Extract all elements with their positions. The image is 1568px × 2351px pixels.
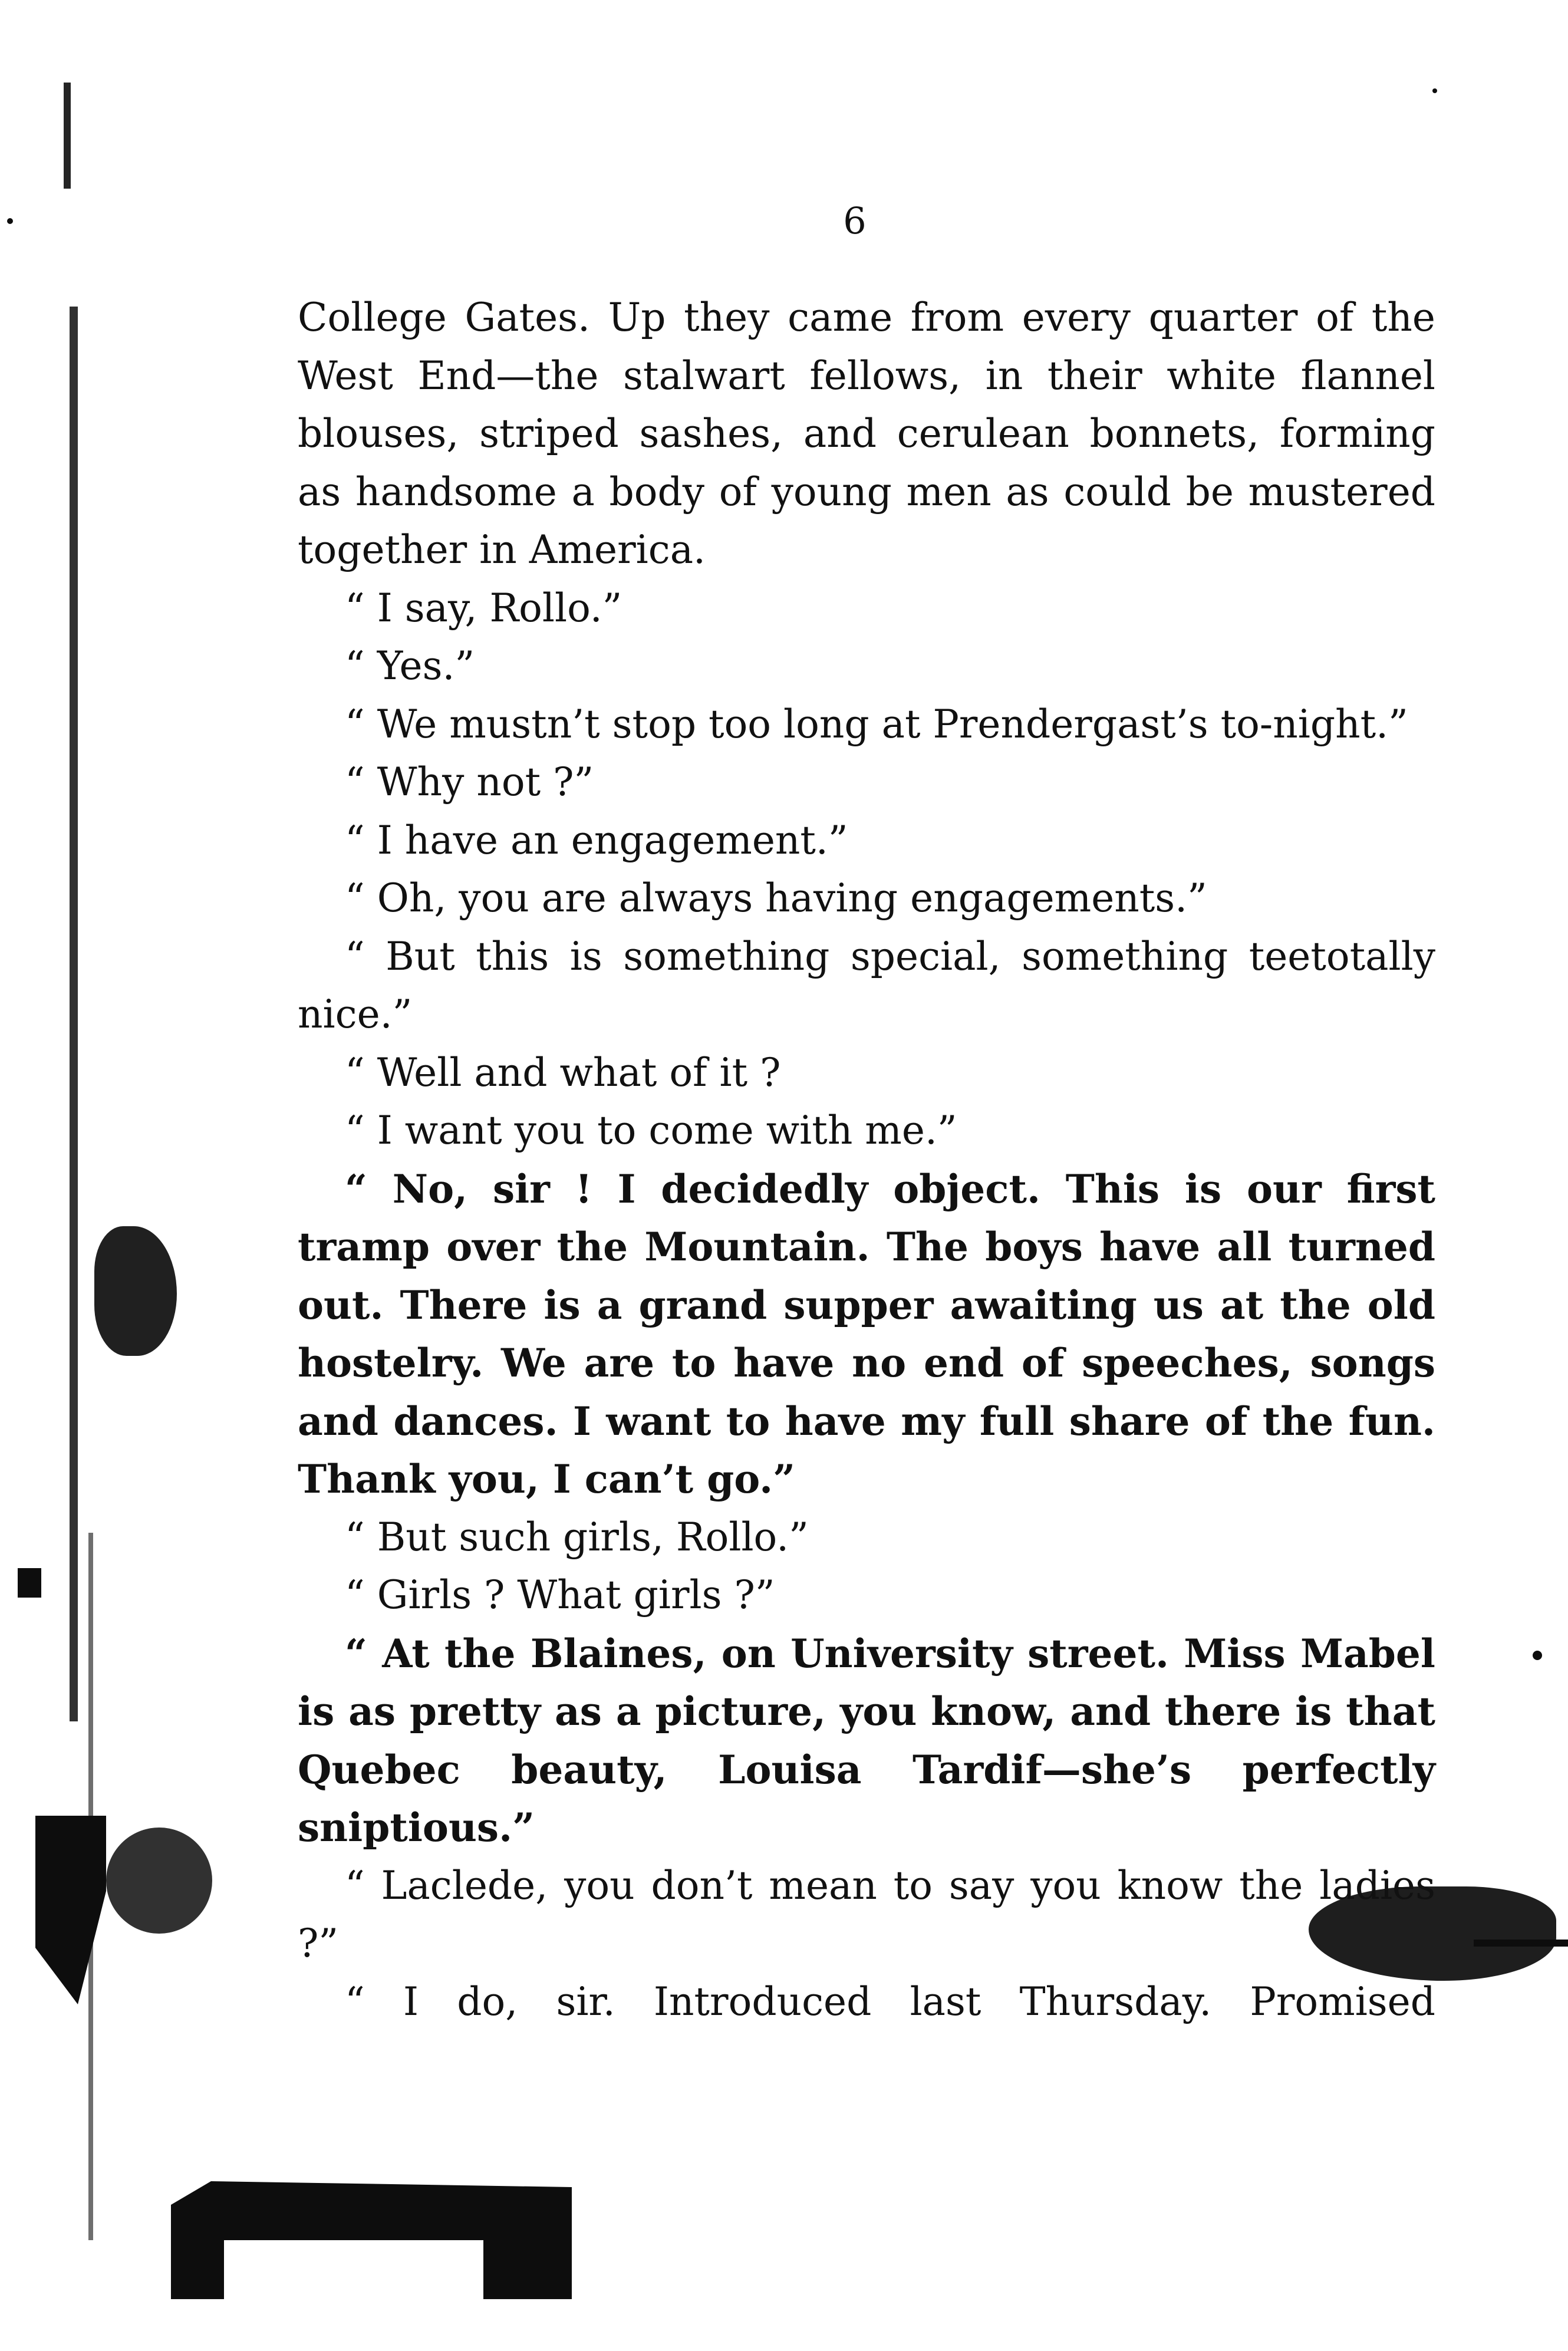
scan-artifact (70, 307, 78, 1721)
scan-artifact (106, 1828, 212, 1934)
paragraph: “ Oh, you are always having engagements.” (345, 875, 1207, 921)
paragraph: “ No, sir ! I decidedly object. This is our first tramp over the Mountain. The boys have all turned out. There is a grand supper awaiting us at the old hostelry. We are to have no end of speeches, songs and dances. I want to have my full share of the fun. Thank you, I can’t go.” (298, 1165, 1435, 1502)
paragraph: “ Laclede, you don’t mean to say you know the ladies ?” (298, 1862, 1435, 1966)
paragraph: “ Girls ? What girls ?” (345, 1572, 775, 1618)
paragraph: “ At the Blaines, on University street. Miss Mabel is as pretty as a picture, you know, and there is that Quebec beauty, Louisa Tardif—she’s perfectly sniptious.” (298, 1630, 1435, 1850)
scan-artifact (64, 83, 71, 189)
scan-artifact (94, 1226, 177, 1356)
paragraph: “ I say, Rollo.” (345, 585, 622, 631)
scan-artifact (7, 218, 13, 224)
paragraph: “ I have an engagement.” (345, 817, 848, 863)
scan-artifact (224, 2240, 483, 2305)
paragraph: “ Yes.” (345, 643, 475, 689)
page-number: 6 (843, 199, 867, 242)
paragraph: College Gates. Up they came from every quarter of the West End—the stalwart fellows, in their white flannel blouses, striped sashes, and cerulean bonnets, forming as handsome a body of young men as could be mustered together in America. (298, 295, 1435, 572)
paragraph: “ I want you to come with me.” (345, 1108, 957, 1153)
scan-artifact (1432, 88, 1437, 93)
paragraph: “ But this is something special, something teetotally nice.” (298, 933, 1435, 1037)
scan-artifact (1533, 1651, 1542, 1660)
scan-artifact (35, 1816, 106, 2004)
body-text (298, 289, 1435, 2031)
scan-artifact (18, 1568, 41, 1598)
paragraph: “ I do, sir. Introduced last Thursday. Promised (345, 1978, 1435, 2024)
paragraph: “ Why not ?” (345, 759, 594, 805)
paragraph: “ But such girls, Rollo.” (345, 1514, 809, 1560)
paragraph: “ We mustn’t stop too long at Prendergast’s to-night.” (345, 701, 1408, 747)
scan-artifact (1474, 1940, 1568, 1947)
paragraph: “ Well and what of it ? (345, 1049, 781, 1095)
